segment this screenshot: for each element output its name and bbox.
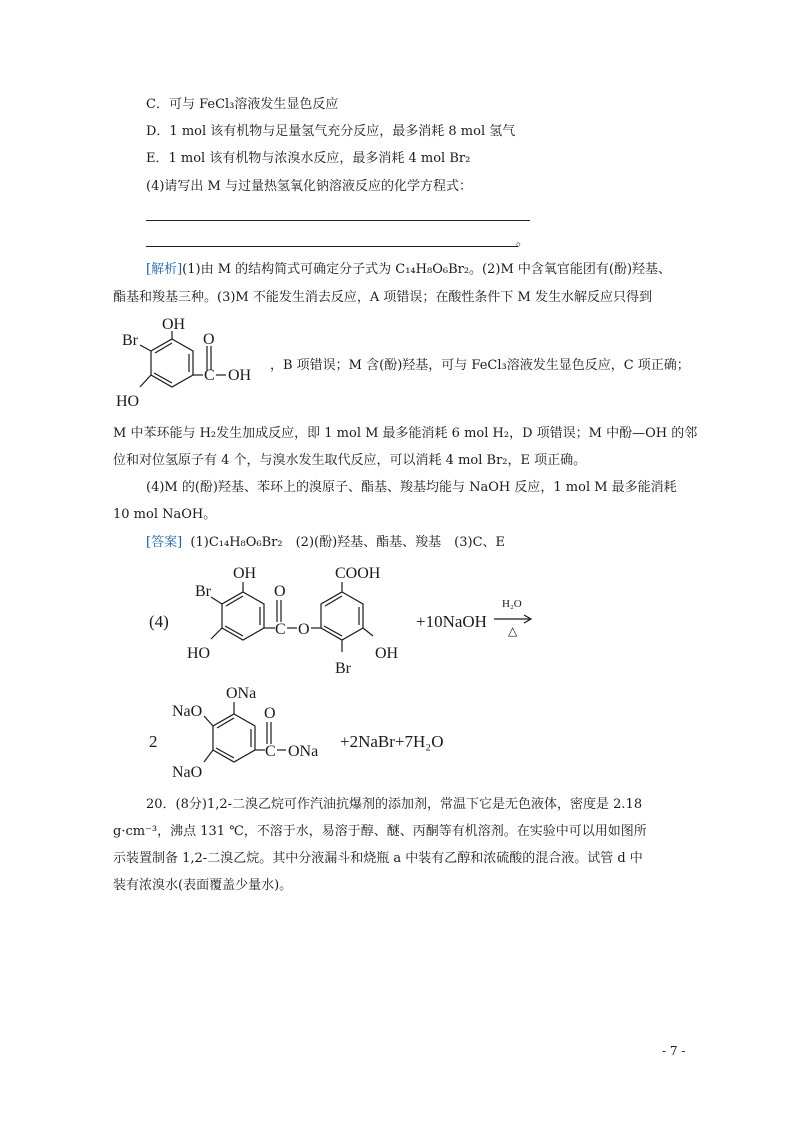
label-ho: HO: [116, 393, 140, 410]
label-oh-right: OH: [375, 645, 399, 662]
benzene-ring-right: [321, 592, 363, 640]
label-oh: OH: [162, 316, 186, 333]
equation-reagent: +10NaOH: [416, 612, 487, 631]
equation-condition-top: H₂O: [502, 598, 522, 610]
benzene-ring: [151, 339, 193, 387]
label-ona-right: ONa: [288, 743, 319, 760]
label-br-left: Br: [195, 583, 211, 600]
analysis-line-5: 位和对位氢原子有 4 个，与溴水发生取代反应，可以消耗 4 mol Br₂，E 项正确。: [113, 453, 587, 468]
label-o-ester: O: [298, 621, 310, 638]
label-nao-mid: NaO: [172, 703, 203, 720]
blank-period: 。: [516, 234, 530, 249]
answer-blank-2: [146, 246, 518, 247]
q20-line-3: 示装置制备 1,2-二溴乙烷。其中分液漏斗和烧瓶 a 中装有乙醇和浓硫酸的混合液。试管 d 中: [113, 851, 643, 866]
analysis-line-4: M 中苯环能与 H₂发生加成反应，即 1 mol M 最多能消耗 6 mol H₂，D 项错误；M 中酚—OH 的邻: [113, 426, 698, 441]
option-e: E．1 mol 该有机物与浓溴水反应，最多消耗 4 mol Br₂: [146, 151, 471, 166]
label-ona-top: ONa: [226, 685, 257, 702]
equation-label: (4): [149, 612, 169, 631]
label-o-product: O: [264, 705, 276, 722]
label-c: C: [204, 367, 215, 384]
question-4: (4)请写出 M 与过量热氢氧化钠溶液反应的化学方程式：: [146, 179, 472, 194]
q20-line-2: g·cm⁻³，沸点 131 ℃，不溶于水，易溶于醇、醚、丙酮等有机溶剂。在实验中可以用如图所: [113, 824, 647, 839]
analysis-line-3: ，B 项错误；M 含(酚)羟基，可与 FeCl₃溶液发生显色反应，C 项正确；: [270, 358, 690, 373]
label-cooh: COOH: [335, 565, 381, 582]
label-c-ester: C: [275, 621, 286, 638]
label-oh-2: OH: [228, 367, 252, 384]
label-br: Br: [122, 332, 138, 349]
hydrolysis-product-structure: [110, 312, 270, 412]
option-d: D．1 mol 该有机物与足量氢气充分反应，最多消耗 8 mol 氢气: [146, 124, 516, 139]
equation-condition-bottom: △: [508, 624, 518, 638]
compound-m-structure: [185, 560, 415, 680]
benzene-ring-left: [222, 592, 264, 640]
analysis-line-2: 酯基和羧基三种。(3)M 不能发生消去反应，A 项错误；在酸性条件下 M 发生水解反应只得到: [113, 290, 652, 305]
label-oh-left: OH: [233, 565, 257, 582]
answer-tag: [答案]: [146, 535, 183, 550]
answer-blank-1: [146, 220, 530, 221]
analysis-line-1: [解析](1)由 M 的结构简式可确定分子式为 C₁₄H₈O₆Br₂。(2)M 中含氧官能团有(酚)羟基、: [146, 262, 672, 277]
label-ho-left: HO: [187, 645, 211, 662]
q20-line-1: 20．(8分)1,2-二溴乙烷可作汽油抗爆剂的添加剂，常温下它是无色液体，密度是 2.18: [146, 797, 643, 812]
label-br-right: Br: [335, 660, 351, 677]
equation-products: +2NaBr+7H₂O: [340, 732, 444, 751]
option-c: C．可与 FeCl₃溶液发生显色反应: [146, 97, 339, 112]
label-o-carbonyl: O: [274, 583, 286, 600]
q20-line-4: 装有浓溴水(表面覆盖少量水)。: [113, 878, 293, 893]
analysis-tag: [解析]: [146, 262, 183, 277]
answer-line: [答案] (1)C₁₄H₈O₆Br₂ (2)(酚)羟基、酯基、羧基 (3)C、E: [146, 535, 506, 550]
page-number: - 7 -: [662, 1044, 686, 1058]
product-coefficient: 2: [149, 732, 158, 751]
product-structure: [168, 680, 338, 785]
analysis-line-7: 10 mol NaOH。: [113, 507, 217, 522]
label-nao-bottom: NaO: [172, 764, 203, 781]
benzene-ring-product: [213, 714, 255, 762]
label-c-product: C: [265, 743, 276, 760]
label-o: O: [203, 331, 215, 348]
analysis-line-6: (4)M 的(酚)羟基、苯环上的溴原子、酯基、羧基均能与 NaOH 反应，1 mol M 最多能消耗: [146, 480, 677, 495]
